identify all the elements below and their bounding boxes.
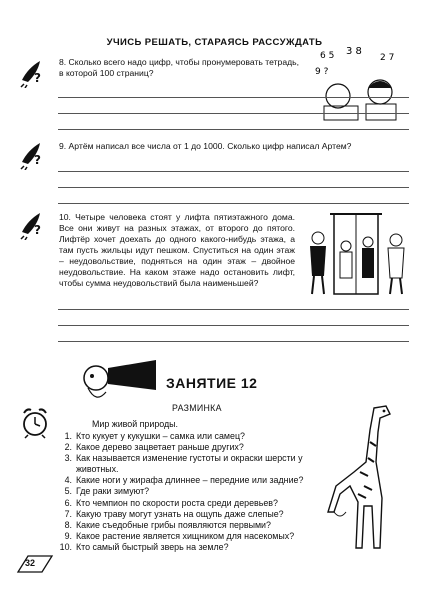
alarm-clock-icon [20,405,50,439]
task-8-text: 8. Сколько всего надо цифр, чтобы пронумеровать тетрадь, в которой 100 страниц? [59,57,299,78]
warmup-heading: РАЗМИНКА [172,403,222,413]
answer-line[interactable] [58,97,409,98]
svg-text:?: ? [34,71,41,85]
warmup-questions [56,431,308,553]
warmup-intro: Мир живой природы. [92,419,179,429]
svg-text:?: ? [34,153,41,167]
question-item: 5. Где раки зимуют? [64,486,150,497]
answer-line[interactable] [58,171,409,172]
answer-line[interactable] [58,341,409,342]
page-header: УЧИСЬ РЕШАТЬ, СТАРАЯСЬ РАССУЖДАТЬ [106,37,323,48]
rocket-icon [18,140,46,170]
question-item: 2. Какое дерево зацветает раньше других? [64,442,244,453]
spyglass-icon [78,358,158,406]
svg-text:3 8: 3 8 [346,46,362,57]
question-item: 3. Как называется изменение густоты и окраски шерсти у животных. [64,453,303,475]
rocket-icon [18,58,46,88]
question-item: 9. Какое растение является хищником для насекомых? [64,530,295,541]
task-9-text: 9. Артём написал все числа от 1 до 1000. Сколько цифр написал Артем? [59,141,352,151]
answer-line[interactable] [58,129,409,130]
page-number: 32 [25,558,36,568]
page-number-badge [16,552,56,576]
answer-line[interactable] [58,203,409,204]
answer-line[interactable] [58,325,409,326]
question-item: 8. Какие съедобные грибы появляются первыми? [64,519,271,530]
answer-line[interactable] [58,113,409,114]
answer-line[interactable] [58,309,409,310]
svg-text:2 7: 2 7 [380,53,395,63]
rocket-icon [18,210,46,240]
lesson-title: ЗАНЯТИЕ 12 [166,375,258,391]
giraffe-illustration [320,402,412,552]
svg-text:9 ?: 9 ? [315,67,329,77]
question-item: 1. Кто кукует у кукушки – самка или самец? [64,431,245,441]
svg-text:?: ? [34,223,41,237]
question-item: 10. Кто самый быстрый зверь на земле? [59,541,229,552]
answer-line[interactable] [58,187,409,188]
question-item: 7. Какую траву могут узнать на ощупь даже слепые? [64,508,284,519]
elevator-illustration [300,212,412,300]
task-10-text: 10. Четыре человека стоят у лифта пятиэтажного дома. Все они живут на разных этажах, от второго до пятого. Лифтёр хочет доехать до одного какого-нибудь этажа, а там пусть жильцы идут пешком. Спуститься на один этаж – неудовольствие, подняться на один этаж – двойное неудовольствие. На каком этаже надо остановить лифт, чтобы сумма неудовольствий была наименьшей? [59,212,295,288]
question-item: 4. Какие ноги у жирафа длиннее – передние или задние? [64,475,304,486]
svg-text:6 5: 6 5 [320,51,335,61]
question-item: 6. Кто чемпион по скорости роста среди деревьев? [64,497,278,508]
task-8-illustration [310,44,410,124]
